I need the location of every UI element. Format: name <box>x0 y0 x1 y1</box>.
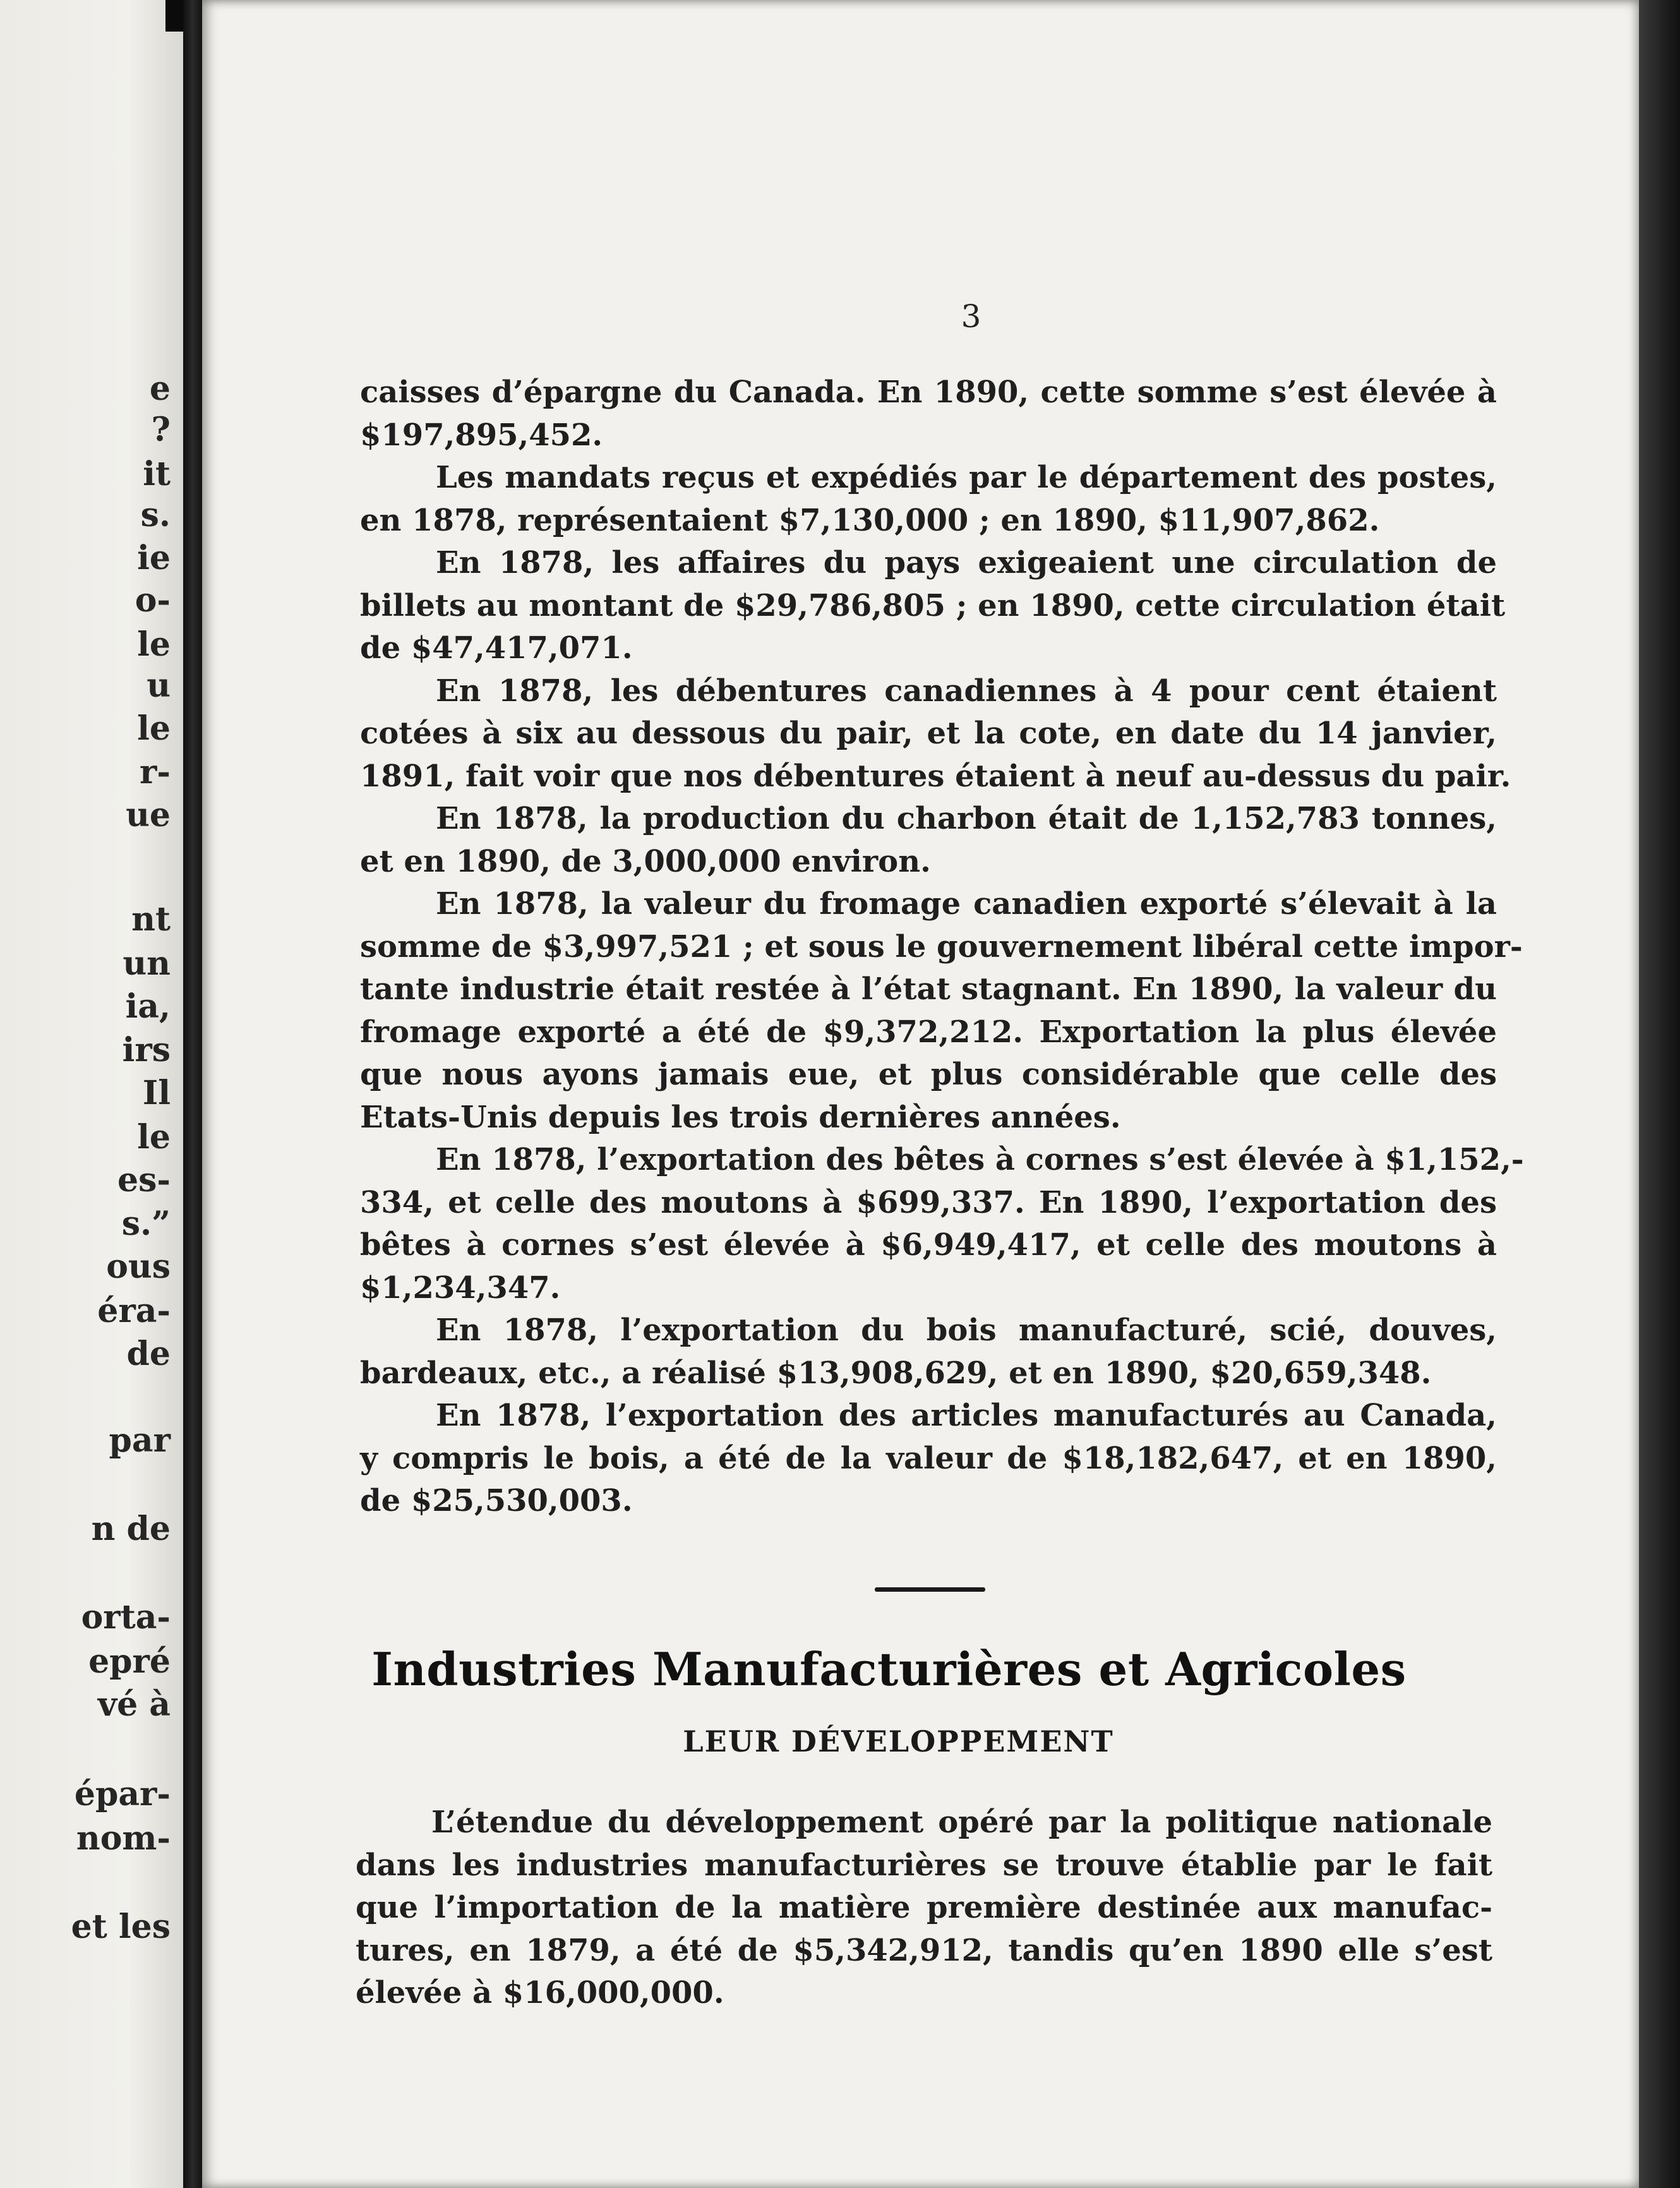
left-page-fragment: it <box>143 455 171 493</box>
left-page-fragment: s. <box>140 496 171 534</box>
text-line: tante industrie était restée à l’état stagnant. En 1890, la valeur du <box>360 971 1497 1007</box>
paragraph <box>356 1801 1492 2015</box>
left-page-fragment: le <box>137 1118 171 1157</box>
left-page-fragment: ie <box>137 539 171 577</box>
section-subtitle: LEUR DÉVELOPPEMENT <box>683 1724 1114 1758</box>
text-line: caisses d’épargne du Canada. En 1890, cette somme s’est élevée à <box>360 375 1497 410</box>
text-line: 1891, fait voir que nos débentures étaient à neuf au-dessus du pair. <box>360 758 1511 794</box>
text-line: En 1878, l’exportation des bêtes à cornes s’est élevée à $1,152,- <box>436 1142 1524 1177</box>
left-page-fragment: ia, <box>125 987 171 1026</box>
text-line: que nous ayons jamais eue, et plus considérable que celle des <box>360 1057 1497 1092</box>
left-page-fragment: orta- <box>81 1598 171 1637</box>
left-page-fragment: épar- <box>74 1775 171 1813</box>
text-line: y compris le bois, a été de la valeur de $18,182,647, et en 1890, <box>360 1440 1497 1476</box>
left-page-fragment: un <box>123 944 171 983</box>
text-line: Etats-Unis depuis les trois dernières années. <box>360 1099 1121 1135</box>
section-body-text <box>356 1801 1492 2015</box>
left-page-fragment: le <box>137 625 171 664</box>
text-line: En 1878, la production du charbon était de 1,152,783 tonnes, <box>436 801 1497 836</box>
left-page-fragment: par <box>109 1421 171 1460</box>
page-number: 3 <box>961 298 981 335</box>
text-line: $197,895,452. <box>360 417 603 453</box>
text-line: L’étendue du développement opéré par la politique nationale <box>431 1805 1492 1840</box>
left-page-fragment: e <box>149 370 171 408</box>
paragraph <box>360 883 1523 1139</box>
text-line: En 1878, la valeur du fromage canadien exporté s’élevait à la <box>436 886 1497 922</box>
text-line: cotées à six au dessous du pair, et la cote, en date du 14 janvier, <box>360 716 1497 751</box>
paragraph <box>360 542 1506 670</box>
paragraph <box>360 798 1497 883</box>
left-page-fragment: u <box>147 666 171 705</box>
left-page-fragment: es- <box>117 1161 171 1199</box>
left-page-fragment: irs <box>122 1031 171 1069</box>
text-line: tures, en 1879, a été de $5,342,912, tandis qu’en 1890 elle s’est <box>356 1932 1492 1968</box>
page-edge-shadow <box>1639 0 1680 2188</box>
paragraph <box>360 371 1497 457</box>
text-line: que l’importation de la matière première destinée aux manufac- <box>356 1890 1492 1925</box>
text-line: billets au montant de $29,786,805 ; en 1890, cette circulation était <box>360 587 1506 623</box>
left-page-fragment: s.” <box>121 1205 171 1243</box>
paragraph <box>360 1395 1497 1523</box>
left-page-fragment: nt <box>131 900 171 939</box>
document-page <box>202 0 1639 2188</box>
paragraph <box>360 1309 1497 1395</box>
text-line: de $25,530,003. <box>360 1483 633 1518</box>
previous-page-fragment <box>0 0 183 2188</box>
text-line: En 1878, les affaires du pays exigeaient une circulation de <box>436 545 1497 580</box>
left-page-fragment: vé à <box>97 1685 171 1724</box>
text-line: En 1878, l’exportation du bois manufacturé, scié, douves, <box>436 1313 1497 1348</box>
text-line: dans les industries manufacturières se trouve établie par le fait <box>356 1847 1492 1883</box>
left-page-fragment: ? <box>151 411 171 449</box>
section-divider <box>875 1587 985 1592</box>
left-page-fragment: et les <box>71 1908 171 1946</box>
section-title: Industries Manufacturières et Agricoles <box>371 1642 1407 1696</box>
text-line: en 1878, représentaient $7,130,000 ; en 1890, $11,907,862. <box>360 502 1380 538</box>
book-spine <box>183 0 202 2188</box>
text-line: Les mandats reçus et expédiés par le département des postes, <box>436 460 1497 495</box>
body-text <box>360 371 1524 1523</box>
text-line: bardeaux, etc., a réalisé $13,908,629, et en 1890, $20,659,348. <box>360 1355 1432 1391</box>
paragraph <box>360 457 1497 542</box>
text-line: fromage exporté a été de $9,372,212. Exportation la plus élevée <box>360 1014 1497 1050</box>
text-line: somme de $3,997,521 ; et sous le gouvernement libéral cette impor- <box>360 929 1523 965</box>
paragraph <box>360 1139 1524 1309</box>
left-page-fragment: de <box>126 1335 171 1373</box>
left-page-fragment: le <box>137 709 171 748</box>
left-page-fragment: éra- <box>97 1292 171 1330</box>
text-line: En 1878, l’exportation des articles manufacturés au Canada, <box>436 1398 1497 1433</box>
left-page-fragment: Il <box>142 1074 171 1112</box>
left-page-fragment: epré <box>88 1642 171 1681</box>
text-line: de $47,417,071. <box>360 630 633 666</box>
text-line: élevée à $16,000,000. <box>356 1975 724 2011</box>
left-page-fragment: ous <box>106 1247 171 1286</box>
text-line: En 1878, les débentures canadiennes à 4 pour cent étaient <box>436 673 1497 709</box>
text-line: bêtes à cornes s’est élevée à $6,949,417, et celle des moutons à <box>360 1227 1497 1263</box>
text-line: et en 1890, de 3,000,000 environ. <box>360 843 931 879</box>
left-page-fragment: o- <box>135 581 171 620</box>
text-line: 334, et celle des moutons à $699,337. En 1890, l’exportation des <box>360 1184 1497 1220</box>
left-page-fragment: r- <box>140 753 171 791</box>
left-page-fragment: nom- <box>76 1819 171 1858</box>
text-line: $1,234,347. <box>360 1270 561 1306</box>
left-page-fragment: ue <box>126 796 171 834</box>
paragraph <box>360 670 1511 798</box>
left-page-fragment: n de <box>91 1510 171 1548</box>
